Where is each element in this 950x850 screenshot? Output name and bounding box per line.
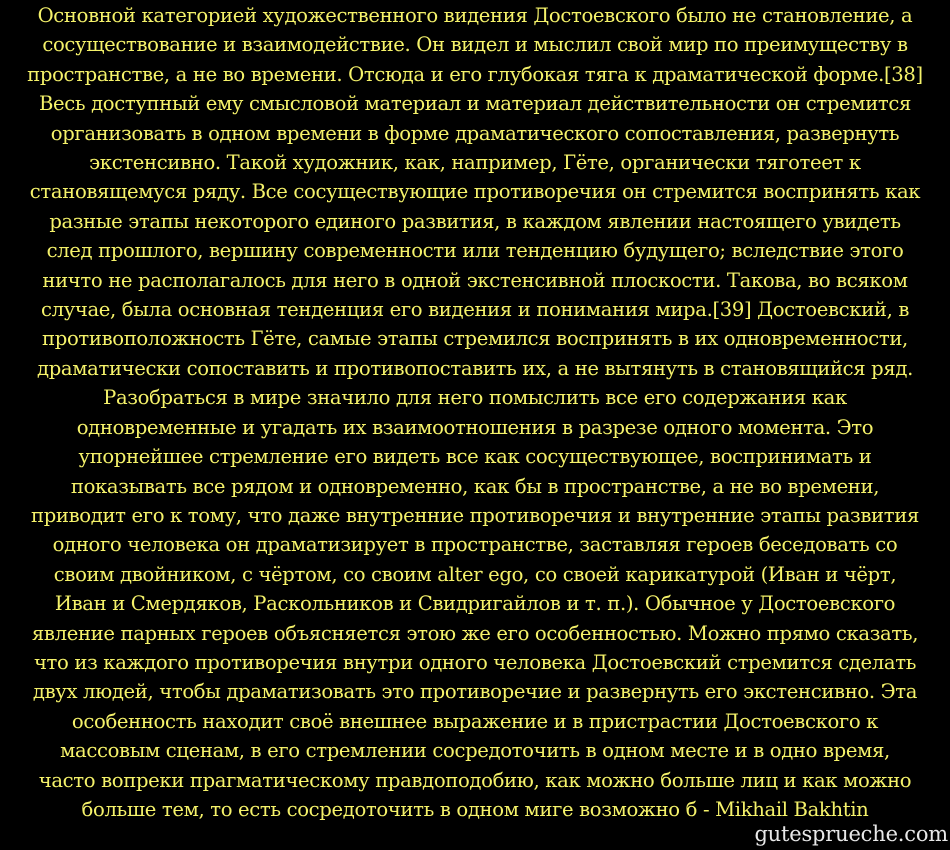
quote-line: приводит его к тому, что даже внутренние противоречия и внутренние этапы развития (31, 503, 919, 527)
site-watermark: gutesprueche.com (754, 822, 948, 846)
quote-line: Разобраться в мире значило для него помыслить все его содержания как (103, 386, 847, 410)
quote-line: упорнейшее стремление его видеть все как сосуществующее, воспринимать и (78, 445, 872, 469)
quote-line: одновременные и угадать их взаимоотношения в разрезе одного момента. Это (76, 415, 874, 439)
quote-line: драматически сопоставить и противопоставить их, а не вытянуть в становящийся ряд. (37, 356, 913, 380)
quote-line: больше тем, то есть сосредоточить в одном миге возможно б - Mikhail Bakhtin (81, 797, 869, 821)
quote-line: разные этапы некоторого единого развития, в каждом явлении настоящего увидеть (49, 209, 901, 233)
quote-line: организовать в одном времени в форме драматического сопоставления, развернуть (50, 121, 900, 145)
quote-line: случае, была основная тенденция его видения и понимания мира.[39] Достоевский, в (40, 298, 910, 322)
quote-line: особенность находит своё внешнее выражение и в пристрастии Достоевского к (71, 709, 879, 733)
quote-line: пространстве, а не во времени. Отсюда и его глубокая тяга к драматической форме.[38] (27, 62, 923, 86)
quote-line: одного человека он драматизирует в пространстве, заставляя героев беседовать со (52, 533, 898, 557)
quote-line: становящемуся ряду. Все сосуществующие противоречия он стремится воспринять как (29, 180, 921, 204)
quote-line: Основной категорией художественного видения Достоевского было не становление, а (37, 4, 913, 27)
quote-line: явление парных героев объясняется этою же его особенностью. Можно прямо сказать, (31, 621, 919, 645)
quote-line: двух людей, чтобы драматизовать это противоречие и развернуть его экстенсивно. Эта (32, 680, 918, 704)
quote-line: Иван и Смердяков, Раскольников и Свидригайлов и т. п.). Обычное у Достоевского (54, 592, 896, 616)
quote-line: массовым сценам, в его стремлении сосредоточить в одном месте и в одно время, (60, 739, 890, 763)
quote-line: противоположность Гёте, самые этапы стремился воспринять в их одновременности, (42, 327, 908, 351)
quote-line: своим двойником, с чёртом, со своим alter ego, со своей карикатурой (Иван и чёрт, (53, 562, 897, 586)
quote-line: показывать все рядом и одновременно, как бы в пространстве, а не во времени, (70, 474, 880, 498)
quote-line: след прошлого, вершину современности или тенденцию будущего; вследствие этого (46, 239, 904, 263)
quote-line: экстенсивно. Такой художник, как, например, Гёте, органически тяготеет к (89, 151, 861, 175)
quote-line: Весь доступный ему смысловой материал и материал действительности он стремится (38, 92, 912, 116)
quote-line: часто вопреки прагматическому правдоподобию, как можно больше лиц и как можно (38, 768, 912, 792)
quote-line: что из каждого противоречия внутри одного человека Достоевский стремится сделать (33, 650, 917, 674)
quote-text (0, 1, 950, 824)
quote-line: сосуществование и взаимодействие. Он видел и мыслил свой мир по преимуществу в (42, 33, 908, 57)
quote-line: ничто не располагалось для него в одной экстенсивной плоскости. Такова, во всяком (42, 268, 908, 292)
